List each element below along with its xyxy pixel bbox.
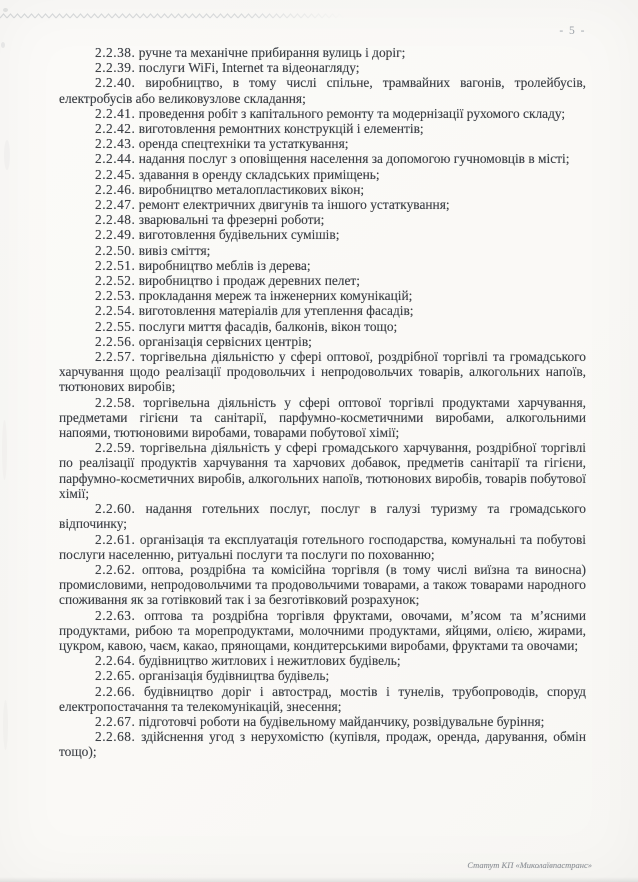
clause-number: 2.2.54. xyxy=(95,303,136,319)
clause-paragraph xyxy=(59,288,586,303)
clauses xyxy=(59,45,586,760)
clause-text: підготовчі роботи на будівельному майданчику, розвідувальне буріння; xyxy=(138,713,545,729)
clause-paragraph xyxy=(59,106,586,121)
clause-text: виробництво металопластикових вікон; xyxy=(138,181,365,197)
clause-paragraph xyxy=(59,45,586,60)
clause-number: 2.2.41. xyxy=(95,105,136,121)
clause-number: 2.2.42. xyxy=(95,121,136,137)
clause-number: 2.2.58. xyxy=(95,394,136,410)
clause-text: послуги миття фасадів, балконів, вікон тощо; xyxy=(138,318,398,334)
clause-text: прокладання мереж та інженерних комунікацій; xyxy=(138,288,413,304)
clause-paragraph xyxy=(59,136,586,151)
page-number: - 5 - xyxy=(559,25,586,37)
clause-number: 2.2.55. xyxy=(95,318,136,334)
clause-text: торгівельна діяльність у сфері оптової торгівлі продуктами харчування, предметами гігієни та санітарії, парфумно-косметичними виробами, алкогольними напоями, тютюновими виробами, товарами побутової хімії; xyxy=(59,394,586,441)
clause-text: виготовлення ремонтних конструкцій і елементів; xyxy=(138,121,424,137)
clause-text: будівництво доріг і автострад, мостів і тунелів, трубопроводів, споруд електропостачання та телекомунікацій, знесення; xyxy=(59,683,586,714)
clause-number: 2.2.65. xyxy=(95,668,136,684)
clause-number: 2.2.40. xyxy=(95,75,136,91)
scan-artifact-zigzag xyxy=(0,11,345,21)
clause-text: послуги WiFi, Internet та відеонагляду; xyxy=(138,60,360,76)
scan-speck xyxy=(1,42,5,48)
clause-text: оптова та роздрібна торгівля фруктами, овочами, м’ясом та м’ясними продуктами, рибою та морепродуктами, молочними продуктами, яйцями, олією, жирами, цукром, кавою, чаєм, какао, прянощами, кондитерськими виробами, фруктами та овочами; xyxy=(59,607,586,653)
clause-number: 2.2.56. xyxy=(95,333,136,349)
clause-number: 2.2.62. xyxy=(95,561,136,577)
clause-paragraph xyxy=(59,151,586,166)
clause-paragraph xyxy=(59,349,586,395)
footer-document-title: Статут КП «Миколаївпастранс» xyxy=(467,860,592,870)
clause-paragraph xyxy=(59,395,586,441)
clause-paragraph xyxy=(59,440,586,501)
clause-number: 2.2.61. xyxy=(95,531,136,547)
clause-paragraph xyxy=(59,197,586,212)
clause-text: надання послуг з оповіщення населення за допомогою гучномовців в місті; xyxy=(138,151,570,167)
clause-text: здійснення угод з нерухомістю (купівля, продаж, оренда, дарування, обмін тощо); xyxy=(59,729,586,760)
clause-number: 2.2.59. xyxy=(95,440,136,456)
clause-text: зварювальні та фрезерні роботи; xyxy=(138,212,325,228)
clause-paragraph xyxy=(59,75,586,105)
clause-paragraph xyxy=(59,684,586,714)
clause-text: надання готельних послуг, послуг в галузі туризму та громадського відпочинку; xyxy=(59,501,586,532)
clause-number: 2.2.51. xyxy=(95,257,136,273)
clause-text: виробництво, в тому числі спільне, трамвайних вагонів, тролейбусів, електробусів або великовузлове складання; xyxy=(59,75,586,106)
clause-paragraph xyxy=(59,243,586,258)
clause-number: 2.2.67. xyxy=(95,713,136,729)
clause-text: виготовлення будівельних сумішів; xyxy=(138,227,340,243)
clause-text: проведення робіт з капітального ремонту та модернізації рухомого складу; xyxy=(138,105,566,121)
clause-paragraph xyxy=(59,653,586,668)
clause-number: 2.2.49. xyxy=(95,227,136,243)
clause-text: ремонт електричних двигунів та іншого устаткування; xyxy=(138,197,450,213)
clause-paragraph xyxy=(59,121,586,136)
clause-paragraph xyxy=(59,258,586,273)
scan-speck xyxy=(2,420,7,480)
clause-text: будівництво житлових і нежитлових будівель; xyxy=(138,653,401,669)
scan-speck xyxy=(3,700,8,750)
clause-text: торгівельна діяльністю у сфері оптової, роздрібної торгівлі та громадського харчування щодо реалізації продовольчих і непродовольчих товарів, алкогольних напоїв, тютюнових виробів; xyxy=(59,349,586,395)
scan-artifact-bottom-edge xyxy=(0,877,638,882)
clause-paragraph xyxy=(59,501,586,531)
clause-paragraph xyxy=(59,212,586,227)
clause-number: 2.2.47. xyxy=(95,197,136,213)
clause-paragraph xyxy=(59,167,586,182)
clause-paragraph xyxy=(59,303,586,318)
clause-text: здавання в оренду складських приміщень; xyxy=(138,166,380,182)
clause-paragraph xyxy=(59,227,586,242)
clause-text: оптова, роздрібна та комісійна торгівля (в тому числі виїзна та виносна) промисловими, непродовольчими та продовольчими товарами, а також товарами народного споживання як за готівковий так і за безготівковий розрахунок; xyxy=(59,561,586,608)
clause-number: 2.2.48. xyxy=(95,212,136,228)
clause-text: організація та експлуатація готельного господарства, комунальні та побутові послуги населенню, ритуальні послуги та послуги по похованню; xyxy=(59,531,586,562)
clause-number: 2.2.44. xyxy=(95,151,136,167)
clause-number: 2.2.38. xyxy=(95,45,136,60)
clause-number: 2.2.63. xyxy=(95,607,136,623)
scan-speck xyxy=(4,140,10,170)
clause-paragraph xyxy=(59,319,586,334)
clause-text: організація сервісних центрів; xyxy=(138,333,312,349)
clause-text: виробництво і продаж деревних пелет; xyxy=(138,273,360,289)
clause-number: 2.2.39. xyxy=(95,60,136,76)
clause-number: 2.2.50. xyxy=(95,242,136,258)
clause-paragraph xyxy=(59,182,586,197)
clause-paragraph xyxy=(59,60,586,75)
clause-number: 2.2.66. xyxy=(95,683,136,699)
clause-number: 2.2.45. xyxy=(95,166,136,182)
clause-number: 2.2.52. xyxy=(95,273,136,289)
clause-text: виготовлення матеріалів для утеплення фасадів; xyxy=(138,303,414,319)
clause-paragraph xyxy=(59,532,586,562)
clause-text: оренда спецтехніки та устаткування; xyxy=(138,136,349,152)
clause-paragraph xyxy=(59,273,586,288)
clause-number: 2.2.57. xyxy=(95,349,136,365)
clause-number: 2.2.68. xyxy=(95,729,136,745)
clause-number: 2.2.60. xyxy=(95,501,136,517)
scan-speck xyxy=(3,8,8,12)
clause-number: 2.2.64. xyxy=(95,653,136,669)
clause-text: вивіз сміття; xyxy=(138,242,211,258)
clause-number: 2.2.43. xyxy=(95,136,136,152)
clause-paragraph xyxy=(59,668,586,683)
clause-number: 2.2.46. xyxy=(95,181,136,197)
clause-number: 2.2.53. xyxy=(95,288,136,304)
clause-paragraph xyxy=(59,729,586,759)
clause-text: організація будівництва будівель; xyxy=(138,668,330,684)
clause-paragraph xyxy=(59,334,586,349)
clause-paragraph xyxy=(59,562,586,608)
clause-paragraph xyxy=(59,714,586,729)
clause-text: торгівельна діяльність у сфері громадського харчування, роздрібної торгівлі по реалізації продуктів харчування та харчових добавок, предметів санітарії та гігієни, парфумно-косметичних виробів, алкогольних напоїв, тютюнових виробів, товарів побутової хімії; xyxy=(59,440,586,501)
clause-paragraph xyxy=(59,608,586,654)
clause-text: ручне та механічне прибирання вулиць і доріг; xyxy=(138,45,406,60)
clause-text: виробництво меблів із дерева; xyxy=(138,257,311,273)
